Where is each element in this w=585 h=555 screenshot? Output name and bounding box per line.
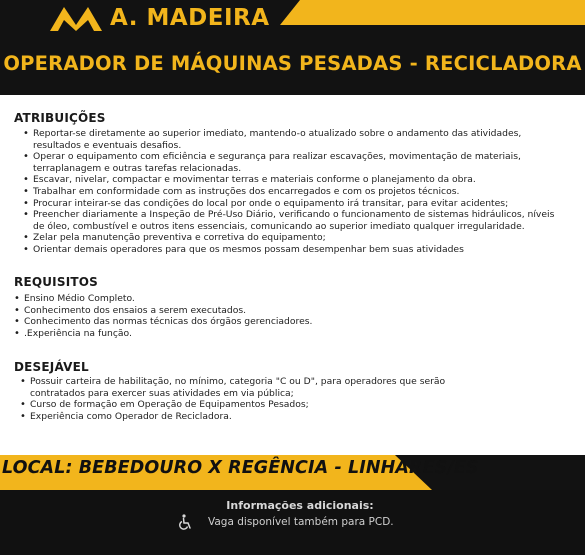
- list-item: • Possuir carteira de habilitação, no mínimo, categoria "C ou D", para operadores que serão contratados para exercer suas atividades em via pública;: [20, 376, 500, 399]
- requisitos-list: [14, 293, 559, 339]
- list-item: • Curso de formação em Operação de Equipamentos Pesados;: [20, 399, 500, 411]
- brand-logo: [50, 4, 270, 32]
- pcd-text: Vaga disponível também para PCD.: [208, 516, 394, 528]
- list-item: • Preencher diariamente a Inspeção de Pré-Uso Diário, verificando o funcionamento de sistemas hidráulicos, níveis de óleo, combustível e outros itens essenciais, comunicando ao superior imediato qualquer irregularidade.: [23, 209, 568, 232]
- list-item: • Conhecimento das normas técnicas dos órgãos gerenciadores.: [14, 316, 559, 328]
- section-title-atribuicoes: ATRIBUIÇÕES: [14, 111, 106, 125]
- job-location: LOCAL: BEBEDOURO X REGÊNCIA - LINHARES/ES: [2, 458, 479, 478]
- atribuicoes-list: [23, 128, 568, 256]
- list-item: • Zelar pela manutenção preventiva e corretiva do equipamento;: [23, 232, 568, 244]
- job-details: [0, 95, 585, 455]
- list-item: • Conhecimento dos ensaios a serem executados.: [14, 305, 559, 317]
- list-item: • Orientar demais operadores para que os mesmos possam desempenhar bem suas atividades: [23, 244, 568, 256]
- additional-info-title: Informações adicionais:: [226, 499, 374, 512]
- section-title-desejavel: DESEJÁVEL: [14, 360, 89, 374]
- list-item: • .Experiência na função.: [14, 328, 559, 340]
- desejavel-list: [20, 376, 500, 422]
- job-title: OPERADOR DE MÁQUINAS PESADAS - RECICLADORA: [3, 52, 582, 75]
- list-item: • Operar o equipamento com eficiência e segurança para realizar escavações, movimentação de materiais, terraplanagem e outras tarefas relacionadas.: [23, 151, 568, 174]
- list-item: • Trabalhar em conformidade com as instruções dos encarregados e com os projetos técnicos.: [23, 186, 568, 198]
- madeira-m-logo-icon: [50, 5, 102, 31]
- list-item: • Experiência como Operador de Recicladora.: [20, 411, 500, 423]
- pcd-info: [178, 514, 394, 530]
- wheelchair-accessibility-icon: [178, 514, 192, 530]
- list-item: • Escavar, nivelar, compactar e movimentar terras e materiais conforme o planejamento da obra.: [23, 174, 568, 186]
- list-item: • Reportar-se diretamente ao superior imediato, mantendo-o atualizado sobre o andamento das atividades, resultados e eventuais desafios.: [23, 128, 568, 151]
- section-title-requisitos: REQUISITOS: [14, 275, 98, 289]
- brand-name: A. MADEIRA: [110, 5, 270, 31]
- list-item: • Ensino Médio Completo.: [14, 293, 559, 305]
- list-item: • Procurar inteirar-se das condições do local por onde o equipamento irá transitar, para evitar acidentes;: [23, 198, 568, 210]
